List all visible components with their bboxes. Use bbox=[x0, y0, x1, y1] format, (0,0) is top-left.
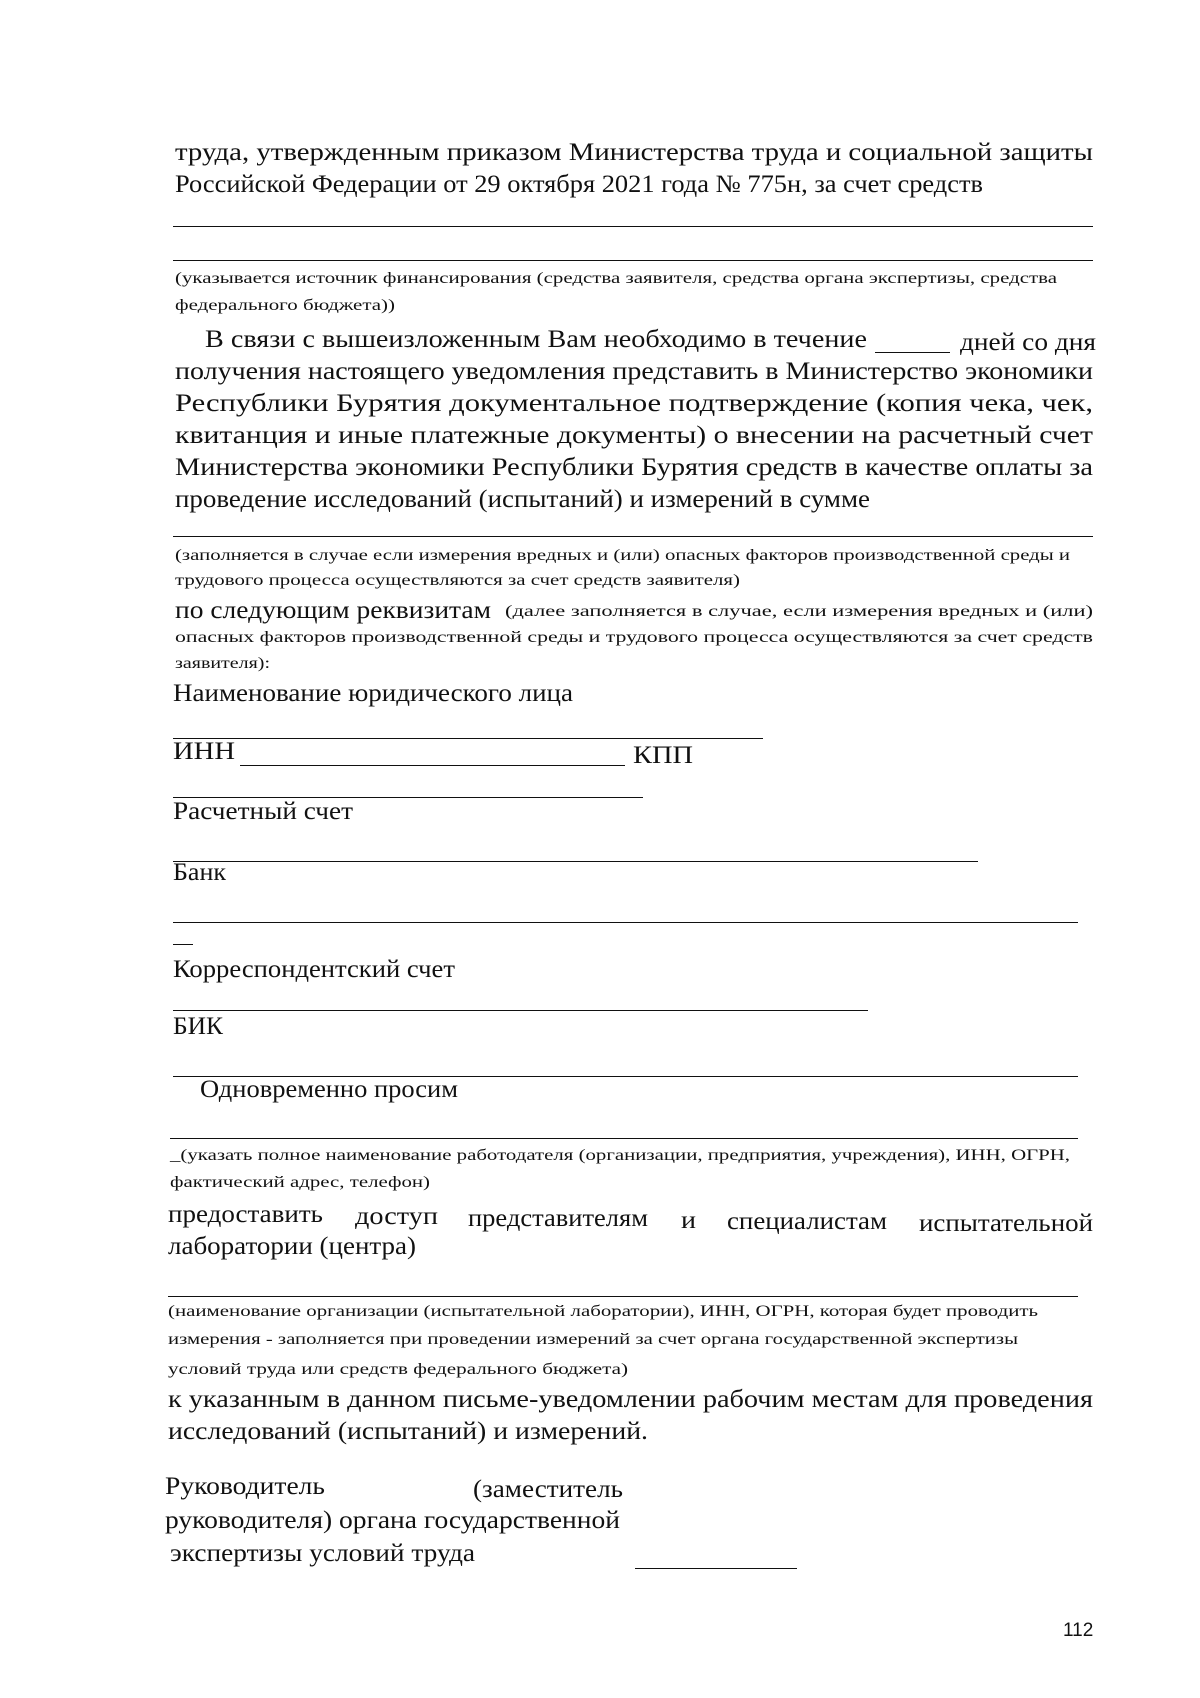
lab-note-line-1: (наименование организации (испытательной лаборатории), ИНН, ОГРН, которая будет проводить bbox=[168, 1303, 1038, 1320]
requisites-intro-line-2: опасных факторов производственной среды и трудового процесса осуществляются за счет средств bbox=[175, 629, 1093, 646]
request-line-3: Республики Бурятия документальное подтверждение (копия чека, чек, bbox=[175, 390, 1093, 417]
signature-line-3: экспертизы условий труда bbox=[170, 1540, 475, 1567]
simultaneously-text: Одновременно просим bbox=[200, 1076, 458, 1103]
access-word-3: представителям bbox=[468, 1205, 648, 1232]
lab-note-line-3: условий труда или средств федерального бюджета) bbox=[168, 1361, 628, 1378]
signature-line-1-start: Руководитель bbox=[165, 1473, 325, 1500]
access-word-6: испытательной bbox=[919, 1210, 1093, 1237]
legal-entity-label: Наименование юридического лица bbox=[173, 680, 573, 707]
page-number: 112 bbox=[1063, 1620, 1094, 1641]
request-line-5: Министерства экономики Республики Бурятия средств в качестве оплаты за bbox=[175, 454, 1093, 481]
employer-note-line-1: _(указать полное наименование работодателя (организации, предприятия, учреждения), ИНН, ОГРН, bbox=[170, 1147, 1070, 1164]
amount-note-line-2: трудового процесса осуществляются за счет средств заявителя) bbox=[175, 572, 740, 589]
account-label: Расчетный счет bbox=[173, 798, 353, 825]
access-word-5: специалистам bbox=[727, 1208, 887, 1235]
account-blank bbox=[173, 861, 978, 862]
signature-blank bbox=[635, 1568, 797, 1569]
signature-line-1-end: (заместитель bbox=[473, 1476, 623, 1503]
access-word-2: доступ bbox=[355, 1203, 438, 1230]
funding-source-blank-line-1 bbox=[173, 226, 1093, 227]
funding-source-blank-line-2 bbox=[173, 260, 1093, 261]
corr-account-label: Корреспондентский счет bbox=[173, 956, 455, 983]
kpp-label: КПП bbox=[633, 742, 693, 769]
bank-blank bbox=[173, 922, 1078, 923]
lab-note-line-2: измерения - заполняется при проведении измерений за счет органа государственной экспертизы bbox=[168, 1331, 1018, 1348]
request-line-4: квитанция и иные платежные документы) о внесении на расчетный счет bbox=[175, 422, 1093, 449]
requisites-intro-line-1-end: (далее заполняется в случае, если измерения вредных и (или) bbox=[505, 603, 1093, 620]
intro-line-2: Российской Федерации от 29 октября 2021 года № 775н, за счет средств bbox=[175, 171, 983, 198]
bank-blank-tail bbox=[173, 944, 193, 945]
amount-blank-line bbox=[173, 536, 1093, 537]
funding-note-line-2: федерального бюджета)) bbox=[175, 297, 395, 314]
intro-line-1: труда, утвержденным приказом Министерства труда и социальной защиты bbox=[175, 139, 1093, 166]
amount-note-line-1: (заполняется в случае если измерения вредных и (или) опасных факторов производственной среды и bbox=[175, 547, 1070, 564]
signature-line-2: руководителя) органа государственной bbox=[165, 1507, 620, 1534]
bank-label: Банк bbox=[173, 859, 226, 886]
days-blank bbox=[875, 352, 950, 353]
access-word-1: предоставить bbox=[168, 1201, 323, 1228]
access-word-4: и bbox=[681, 1207, 696, 1234]
legal-entity-blank bbox=[173, 738, 763, 739]
employer-note-line-2: фактический адрес, телефон) bbox=[170, 1174, 430, 1191]
funding-note-line-1: (указывается источник финансирования (средства заявителя, средства органа экспертизы, средства bbox=[175, 270, 1057, 287]
bik-label: БИК bbox=[173, 1013, 223, 1040]
access-line-2: лаборатории (центра) bbox=[168, 1233, 416, 1260]
request-line-1-start: В связи с вышеизложенным Вам необходимо в течение bbox=[205, 326, 867, 353]
workplaces-line-2: исследований (испытаний) и измерений. bbox=[168, 1418, 648, 1445]
lab-blank bbox=[168, 1296, 1078, 1297]
request-line-6: проведение исследований (испытаний) и измерений в сумме bbox=[175, 486, 870, 513]
corr-account-blank bbox=[173, 1010, 868, 1011]
inn-blank bbox=[240, 765, 625, 766]
requisites-intro-line-3: заявителя): bbox=[175, 655, 270, 672]
requisites-intro-line-1-start: по следующим реквизитам bbox=[175, 597, 491, 624]
request-line-1-end: дней со дня bbox=[960, 329, 1096, 356]
workplaces-line-1: к указанным в данном письме-уведомлении рабочим местам для проведения bbox=[168, 1386, 1093, 1413]
request-line-2: получения настоящего уведомления представить в Министерство экономики bbox=[175, 358, 1093, 385]
inn-label: ИНН bbox=[173, 738, 235, 765]
employer-blank bbox=[170, 1138, 1078, 1139]
